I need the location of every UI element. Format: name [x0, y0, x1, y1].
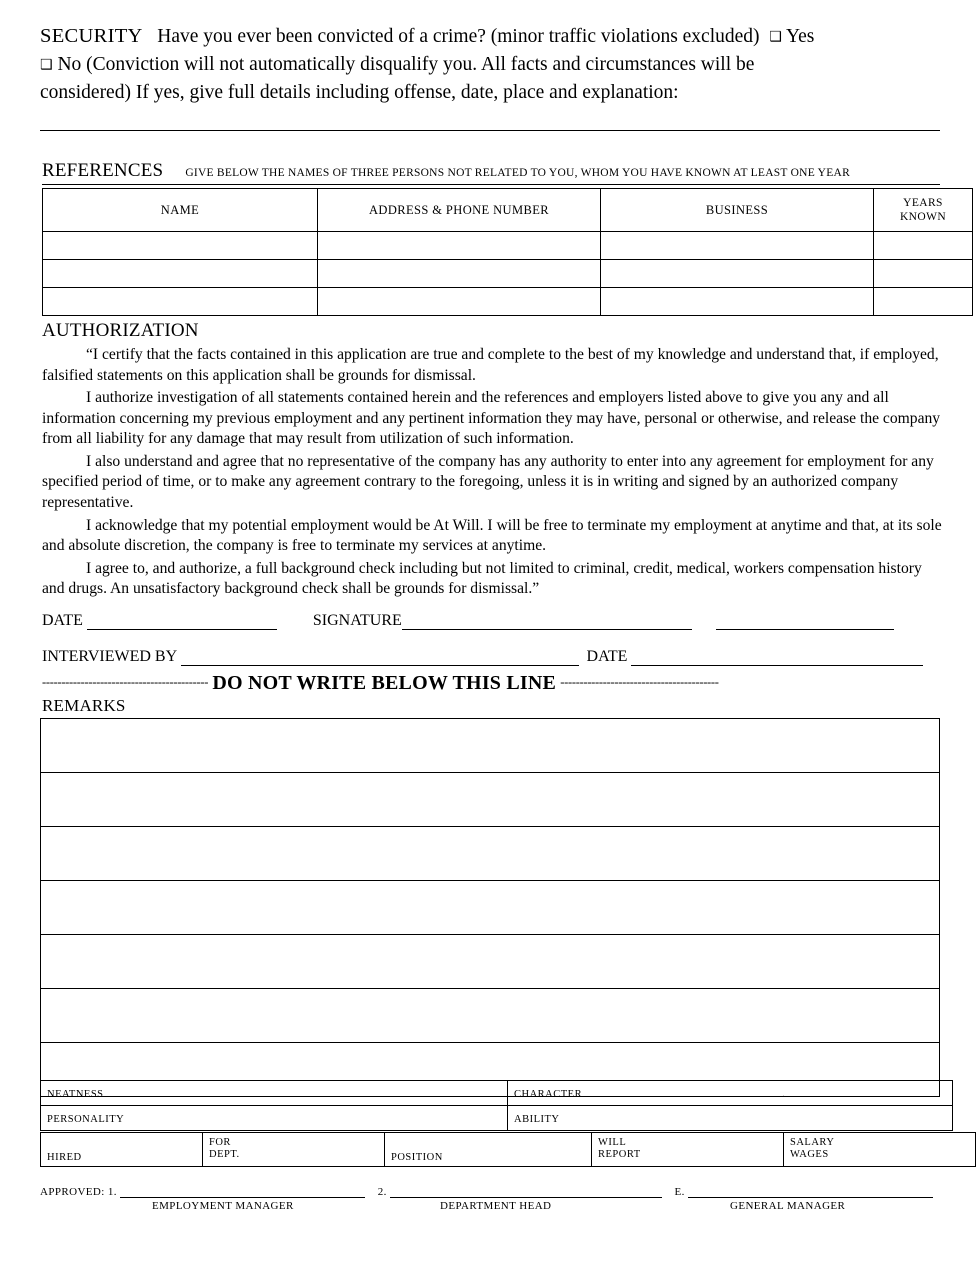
banner-dashes-left: ------------------------------------------- — [42, 675, 209, 689]
table-row — [43, 260, 973, 288]
do-not-write-banner — [42, 672, 942, 695]
authorization-paragraph-1: “I certify that the facts contained in this application are true and complete to the best of my knowledge and understand that, if employed, falsified statements on this application shall be grounds for dismissal. — [42, 346, 939, 384]
table-header-row — [43, 189, 973, 232]
reference-years-3[interactable] — [874, 288, 973, 316]
security-details-prompt: considered) If yes, give full details including offense, date, place and explanation: — [40, 81, 679, 103]
references-table — [42, 188, 973, 316]
table-row — [41, 827, 940, 881]
reference-business-2[interactable] — [601, 260, 874, 288]
salary-label-line1: SALARY — [790, 1137, 835, 1149]
interview-date-input[interactable] — [631, 650, 923, 666]
column-header-business: BUSINESS — [601, 189, 874, 232]
salary-label-line2: WAGES — [790, 1149, 829, 1160]
column-header-name: NAME — [43, 189, 318, 232]
table-row — [43, 232, 973, 260]
table-row — [41, 881, 940, 935]
years-known-line1: YEARS — [903, 196, 943, 209]
for-dept-field[interactable] — [203, 1133, 385, 1167]
reference-address-1[interactable] — [318, 232, 601, 260]
will-report-label-line1: WILL — [598, 1137, 627, 1149]
remarks-line-3[interactable] — [41, 827, 940, 881]
will-report-field[interactable] — [592, 1133, 784, 1167]
references-note: GIVE BELOW THE NAMES OF THREE PERSONS NOT RELATED TO YOU, WHOM YOU HAVE KNOWN AT LEAST ONE YEAR — [185, 167, 850, 179]
remarks-line-2[interactable] — [41, 773, 940, 827]
ability-field[interactable] — [508, 1106, 953, 1131]
placement-table — [40, 1132, 976, 1167]
interview-date-label: DATE — [586, 648, 628, 665]
remarks-line-5[interactable] — [41, 935, 940, 989]
interviewed-by-input[interactable] — [181, 650, 579, 666]
character-field[interactable] — [508, 1081, 953, 1106]
interviewed-by-label: INTERVIEWED BY — [42, 648, 177, 665]
security-section — [40, 22, 942, 106]
remarks-line-6[interactable] — [41, 989, 940, 1043]
authorization-text — [42, 345, 942, 602]
approval-1-input[interactable] — [120, 1186, 365, 1198]
checkbox-no-icon[interactable]: ❑ — [40, 57, 53, 74]
approvals-row — [40, 1186, 942, 1198]
approval-1-number: 1. — [107, 1186, 117, 1198]
column-header-years-known — [874, 189, 973, 232]
reference-address-2[interactable] — [318, 260, 601, 288]
neatness-label: NEATNESS — [47, 1088, 104, 1100]
checkbox-yes-icon[interactable]: ❑ — [769, 29, 782, 45]
banner-dashes-right: ----------------------------------------- — [560, 675, 719, 689]
banner-text: DO NOT WRITE BELOW THIS LINE — [212, 672, 557, 694]
approval-2-number: 2. — [377, 1186, 387, 1198]
authorization-paragraph-2: I authorize investigation of all statements contained herein and the references and employers listed above to give you any and all information concerning my previous employment and any pertinent information they may have, personal or otherwise, and release the company from all liability for any damage that may result from utilization of such information. — [42, 389, 941, 448]
date-label: DATE — [42, 612, 83, 629]
signature-label: SIGNATURE — [312, 612, 402, 629]
neatness-field[interactable] — [41, 1081, 508, 1106]
authorization-paragraph-4: I acknowledge that my potential employment would be At Will. I will be free to terminate my employment at anytime and that, at its sole and absolute discretion, the company is free to terminate my services at anytime. — [42, 516, 942, 555]
references-title: REFERENCES — [42, 160, 164, 181]
reference-years-2[interactable] — [874, 260, 973, 288]
table-row — [41, 989, 940, 1043]
for-dept-label-line1: FOR — [209, 1137, 231, 1149]
signature-extra-line[interactable] — [716, 614, 894, 630]
character-value: . — [782, 1088, 786, 1100]
security-yes-label: Yes — [786, 26, 815, 47]
signature-row — [42, 612, 942, 630]
date-input[interactable] — [87, 614, 277, 630]
personality-label: PERSONALITY — [47, 1113, 125, 1125]
table-row — [43, 288, 973, 316]
hired-label: HIRED — [47, 1152, 82, 1163]
security-answer-line[interactable] — [40, 130, 940, 131]
reference-address-3[interactable] — [318, 288, 601, 316]
reference-name-2[interactable] — [43, 260, 318, 288]
reference-name-1[interactable] — [43, 232, 318, 260]
table-row — [41, 773, 940, 827]
authorization-paragraph-5: I agree to, and authorize, a full background check including but not limited to criminal, credit, medical, workers compensation history and drugs. An unsatisfactory background check shall be grounds for dismissal.” — [42, 559, 922, 598]
signature-input[interactable] — [402, 614, 692, 630]
remarks-line-4[interactable] — [41, 881, 940, 935]
remarks-label: REMARKS — [42, 696, 126, 715]
column-header-address-phone: ADDRESS & PHONE NUMBER — [318, 189, 601, 232]
hired-field[interactable] — [41, 1133, 203, 1167]
years-known-line2: KNOWN — [899, 211, 947, 223]
remarks-line-1[interactable] — [41, 719, 940, 773]
personality-field[interactable] — [41, 1106, 508, 1131]
approval-2-caption: DEPARTMENT HEAD — [440, 1200, 552, 1212]
approval-2-input[interactable] — [390, 1186, 662, 1198]
authorization-title: AUTHORIZATION — [42, 320, 199, 341]
ability-label: ABILITY — [514, 1113, 560, 1125]
table-row — [41, 719, 940, 773]
security-no-label: No (Conviction will not automatically disqualify you. All facts and circumstances will be — [57, 54, 755, 76]
approval-3-caption: GENERAL MANAGER — [730, 1200, 846, 1212]
interviewed-by-row — [42, 648, 942, 666]
reference-name-3[interactable] — [43, 288, 318, 316]
character-label: CHARACTER — [514, 1088, 583, 1100]
will-report-label-line2: REPORT — [598, 1149, 641, 1160]
salary-wages-field[interactable] — [784, 1133, 976, 1167]
position-field[interactable] — [385, 1133, 592, 1167]
reference-years-1[interactable] — [874, 232, 973, 260]
approved-label: APPROVED: — [40, 1186, 105, 1198]
approval-1-caption: EMPLOYMENT MANAGER — [152, 1200, 294, 1212]
references-divider — [42, 184, 940, 185]
authorization-paragraph-3: I also understand and agree that no representative of the company has any authority to enter into any agreement for employment for any specified period of time, or to make any agreement contrary to the foregoing, unless it is in writing and signed by an authorized company representative. — [42, 452, 934, 512]
reference-business-1[interactable] — [601, 232, 874, 260]
security-question: Have you ever been convicted of a crime? (minor traffic violations excluded) — [157, 26, 760, 47]
table-row — [41, 1133, 976, 1167]
reference-business-3[interactable] — [601, 288, 874, 316]
remarks-table — [40, 718, 940, 1097]
table-row — [41, 935, 940, 989]
table-row — [41, 1081, 953, 1106]
evaluation-table — [40, 1080, 953, 1131]
approval-3-number: E. — [674, 1186, 685, 1198]
for-dept-label-line2: DEPT. — [209, 1149, 240, 1160]
approval-3-input[interactable] — [688, 1186, 933, 1198]
table-row — [41, 1106, 953, 1131]
position-label: POSITION — [391, 1152, 443, 1163]
references-header — [42, 160, 942, 182]
security-heading: SECURITY — [40, 25, 143, 47]
